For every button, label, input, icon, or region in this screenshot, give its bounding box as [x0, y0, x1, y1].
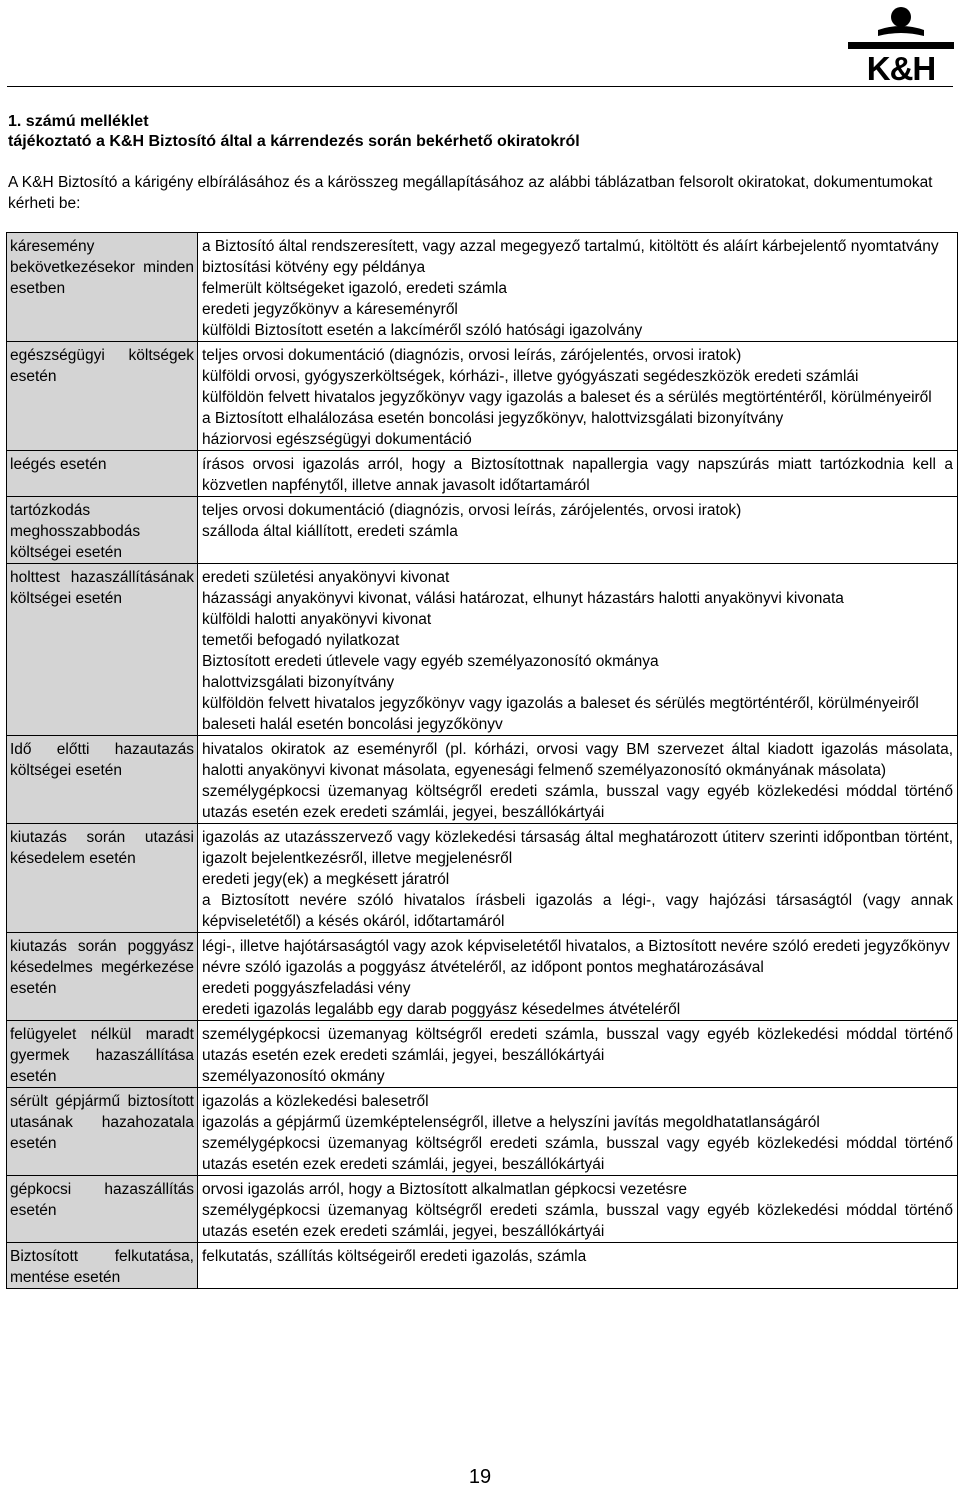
document-item: igazolás a közlekedési balesetről: [202, 1093, 429, 1110]
table-row: [7, 342, 958, 451]
documents-table: [6, 232, 958, 1289]
document-item: személygépkocsi üzemanyag költségről eredeti számla, busszal vagy egyéb közlekedési móddal történő utazás esetén ezek eredeti számlái, jegyei, beszállókártyái: [202, 783, 953, 821]
required-documents: [198, 564, 958, 736]
document-item: külföldön felvett hivatalos jegyzőkönyv vagy igazolás a baleset és a sérülés megtörténtéről, körülményeiről: [202, 389, 932, 406]
case-label-text: felügyelet nélkül maradt gyermek hazaszállítása esetén: [10, 1026, 194, 1085]
document-item: névre szóló igazolás a poggyász átvételéről, az időpont pontos meghatározásával: [202, 959, 764, 976]
document-item: halottvizsgálati bizonyítvány: [202, 674, 395, 691]
case-label: [7, 451, 198, 497]
table-row: [7, 1088, 958, 1176]
document-item: igazolás a gépjármű üzemképtelenségről, illetve a helyszíni javítás megoldhatatlanságáról: [202, 1114, 820, 1131]
document-item: személygépkocsi üzemanyag költségről eredeti számla, busszal vagy egyéb közlekedési móddal történő utazás esetén ezek eredeti számlái, jegyei, beszállókártyái: [202, 1202, 953, 1240]
document-item: teljes orvosi dokumentáció (diagnózis, orvosi leírás, zárójelentés, orvosi iratok): [202, 347, 742, 364]
document-item: eredeti jegy(ek) a megkésett járatról: [202, 871, 450, 888]
case-label: [7, 1021, 198, 1088]
document-item: baleseti halál esetén boncolási jegyzőkönyv: [202, 716, 503, 733]
document-item: teljes orvosi dokumentáció (diagnózis, orvosi leírás, zárójelentés, orvosi iratok): [202, 502, 742, 519]
document-item: eredeti igazolás legalább egy darab poggyász késedelmes átvételéről: [202, 1001, 681, 1018]
case-label-text: sérült gépjármű biztosított utasának hazahozatala esetén: [10, 1093, 194, 1152]
document-item: légi-, illetve hajótársaságtól vagy azok képviseletétől hivatalos, a Biztosított nevére szóló eredeti jegyzőkönyv: [202, 938, 950, 955]
table-row: [7, 497, 958, 564]
document-item: eredeti születési anyakönyvi kivonat: [202, 569, 450, 586]
document-item: Biztosított eredeti útlevele vagy egyéb személyazonosító okmánya: [202, 653, 659, 670]
intro-paragraph: A K&H Biztosító a kárigény elbírálásához és a kárösszeg megállapításához az alábbi táblázatban felsorolt okiratokat, dokumentumokat kérheti be:: [8, 174, 933, 212]
document-item: a Biztosított nevére szóló hivatalos írásbeli igazolás a légi-, vagy hajózási társaságtól (vagy annak képviseletétől) a késés okáról, időtartamáról: [202, 892, 953, 930]
table-row: [7, 564, 958, 736]
case-label-text: gépkocsi hazaszállítás esetén: [10, 1181, 194, 1219]
document-item: eredeti poggyászfeladási vény: [202, 980, 411, 997]
case-label: [7, 1243, 198, 1289]
case-label-text: tartózkodás meghosszabbodás költségei esetén: [10, 502, 141, 561]
document-item: felmerült költségeket igazoló, eredeti számla: [202, 280, 507, 297]
required-documents: [198, 497, 958, 564]
document-subtitle: tájékoztató a K&H Biztosító által a kárrendezés során bekérhető okiratokról: [8, 133, 580, 150]
annex-title: 1. számú melléklet: [8, 113, 149, 130]
document-item: külföldön felvett hivatalos jegyzőkönyv vagy igazolás a baleset és sérülés megtörténtéről, körülményeiről: [202, 695, 919, 712]
document-item: a Biztosított elhalálozása esetén boncolási jegyzőkönyv, halottvizsgálati bizonyítvány: [202, 410, 784, 427]
kh-logo: [848, 6, 954, 87]
document-item: igazolás az utazásszervező vagy közlekedési társaság által meghatározott útiterv szerinti időpontban történt, igazolt bejelentkezésről, illetve megjelenésről: [202, 829, 953, 867]
document-item: temetői befogadó nyilatkozat: [202, 632, 400, 649]
required-documents: [198, 933, 958, 1021]
document-item: külföldi halotti anyakönyvi kivonat: [202, 611, 432, 628]
case-label-text: leégés esetén: [10, 456, 107, 473]
table-row: [7, 1176, 958, 1243]
case-label: [7, 1088, 198, 1176]
required-documents: [198, 451, 958, 497]
case-label-text: Idő előtti hazautazás költségei esetén: [10, 741, 194, 779]
case-label-text: egészségügyi költségek esetén: [10, 347, 194, 385]
case-label-text: kiutazás során utazási késedelem esetén: [10, 829, 194, 867]
table-row: [7, 233, 958, 342]
case-label: [7, 342, 198, 451]
table-row: [7, 736, 958, 824]
table-row: [7, 824, 958, 933]
required-documents: [198, 1243, 958, 1289]
required-documents: [198, 736, 958, 824]
case-label: [7, 1176, 198, 1243]
case-label-text: kiutazás során poggyász késedelmes megérkezése esetén: [10, 938, 194, 997]
page-number: 19: [468, 1466, 492, 1488]
logo-text: K&H: [866, 50, 936, 87]
document-item: biztosítási kötvény egy példánya: [202, 259, 426, 276]
kh-logo-icon: [848, 6, 954, 54]
document-item: külföldi Biztosított esetén a lakcíméről szóló hatósági igazolvány: [202, 322, 643, 339]
document-item: személyazonosító okmány: [202, 1068, 385, 1085]
case-label-text: káresemény bekövetkezésekor minden esetben: [10, 238, 194, 297]
document-item: háziorvosi egészségügyi dokumentáció: [202, 431, 472, 448]
document-item: külföldi orvosi, gyógyszerköltségek, kórházi-, illetve gyógyászati segédeszközök eredeti számlái: [202, 368, 859, 385]
table-row: [7, 1243, 958, 1289]
case-label: [7, 497, 198, 564]
document-item: szálloda által kiállított, eredeti számla: [202, 523, 458, 540]
document-item: házassági anyakönyvi kivonat, válási határozat, elhunyt házastárs halotti anyakönyvi kivonata: [202, 590, 844, 607]
required-documents: [198, 1088, 958, 1176]
document-item: személygépkocsi üzemanyag költségről eredeti számla, busszal vagy egyéb közlekedési móddal történő utazás esetén ezek eredeti számlái, jegyei, beszállókártyái: [202, 1135, 953, 1173]
table-row: [7, 1021, 958, 1088]
document-item: a Biztosító által rendszeresített, vagy azzal megegyező tartalmú, kitöltött és aláírt kárbejelentő nyomtatvány: [202, 238, 939, 255]
document-item: írásos orvosi igazolás arról, hogy a Biztosítottnak napallergia vagy napszúrás miatt tartózkodnia kell a közvetlen napfénytől, illetve annak javasolt időtartamáról: [202, 456, 953, 494]
case-label-text: Biztosított felkutatása, mentése esetén: [10, 1248, 194, 1286]
required-documents: [198, 824, 958, 933]
case-label: [7, 736, 198, 824]
case-label-text: holttest hazaszállításának költségei esetén: [10, 569, 194, 607]
case-label: [7, 233, 198, 342]
case-label: [7, 933, 198, 1021]
table-row: [7, 451, 958, 497]
required-documents: [198, 1021, 958, 1088]
document-item: eredeti jegyzőkönyv a káreseményről: [202, 301, 458, 318]
document-item: felkutatás, szállítás költségeiről eredeti igazolás, számla: [202, 1248, 587, 1265]
table-row: [7, 933, 958, 1021]
required-documents: [198, 1176, 958, 1243]
required-documents: [198, 342, 958, 451]
document-item: hivatalos okiratok az eseményről (pl. kórházi, orvosi vagy BM szervezet által kiadott igazolás másolata, halotti anyakönyvi kivonat másolata, egyenesági felmenő személyazonosító okmányának másolata): [202, 741, 953, 779]
required-documents: [198, 233, 958, 342]
case-label: [7, 564, 198, 736]
document-item: orvosi igazolás arról, hogy a Biztosított alkalmatlan gépkocsi vezetésre: [202, 1181, 688, 1198]
header-divider: [7, 86, 953, 87]
document-item: személygépkocsi üzemanyag költségről eredeti számla, busszal vagy egyéb közlekedési móddal történő utazás esetén ezek eredeti számlái, jegyei, beszállókártyái: [202, 1026, 953, 1064]
case-label: [7, 824, 198, 933]
